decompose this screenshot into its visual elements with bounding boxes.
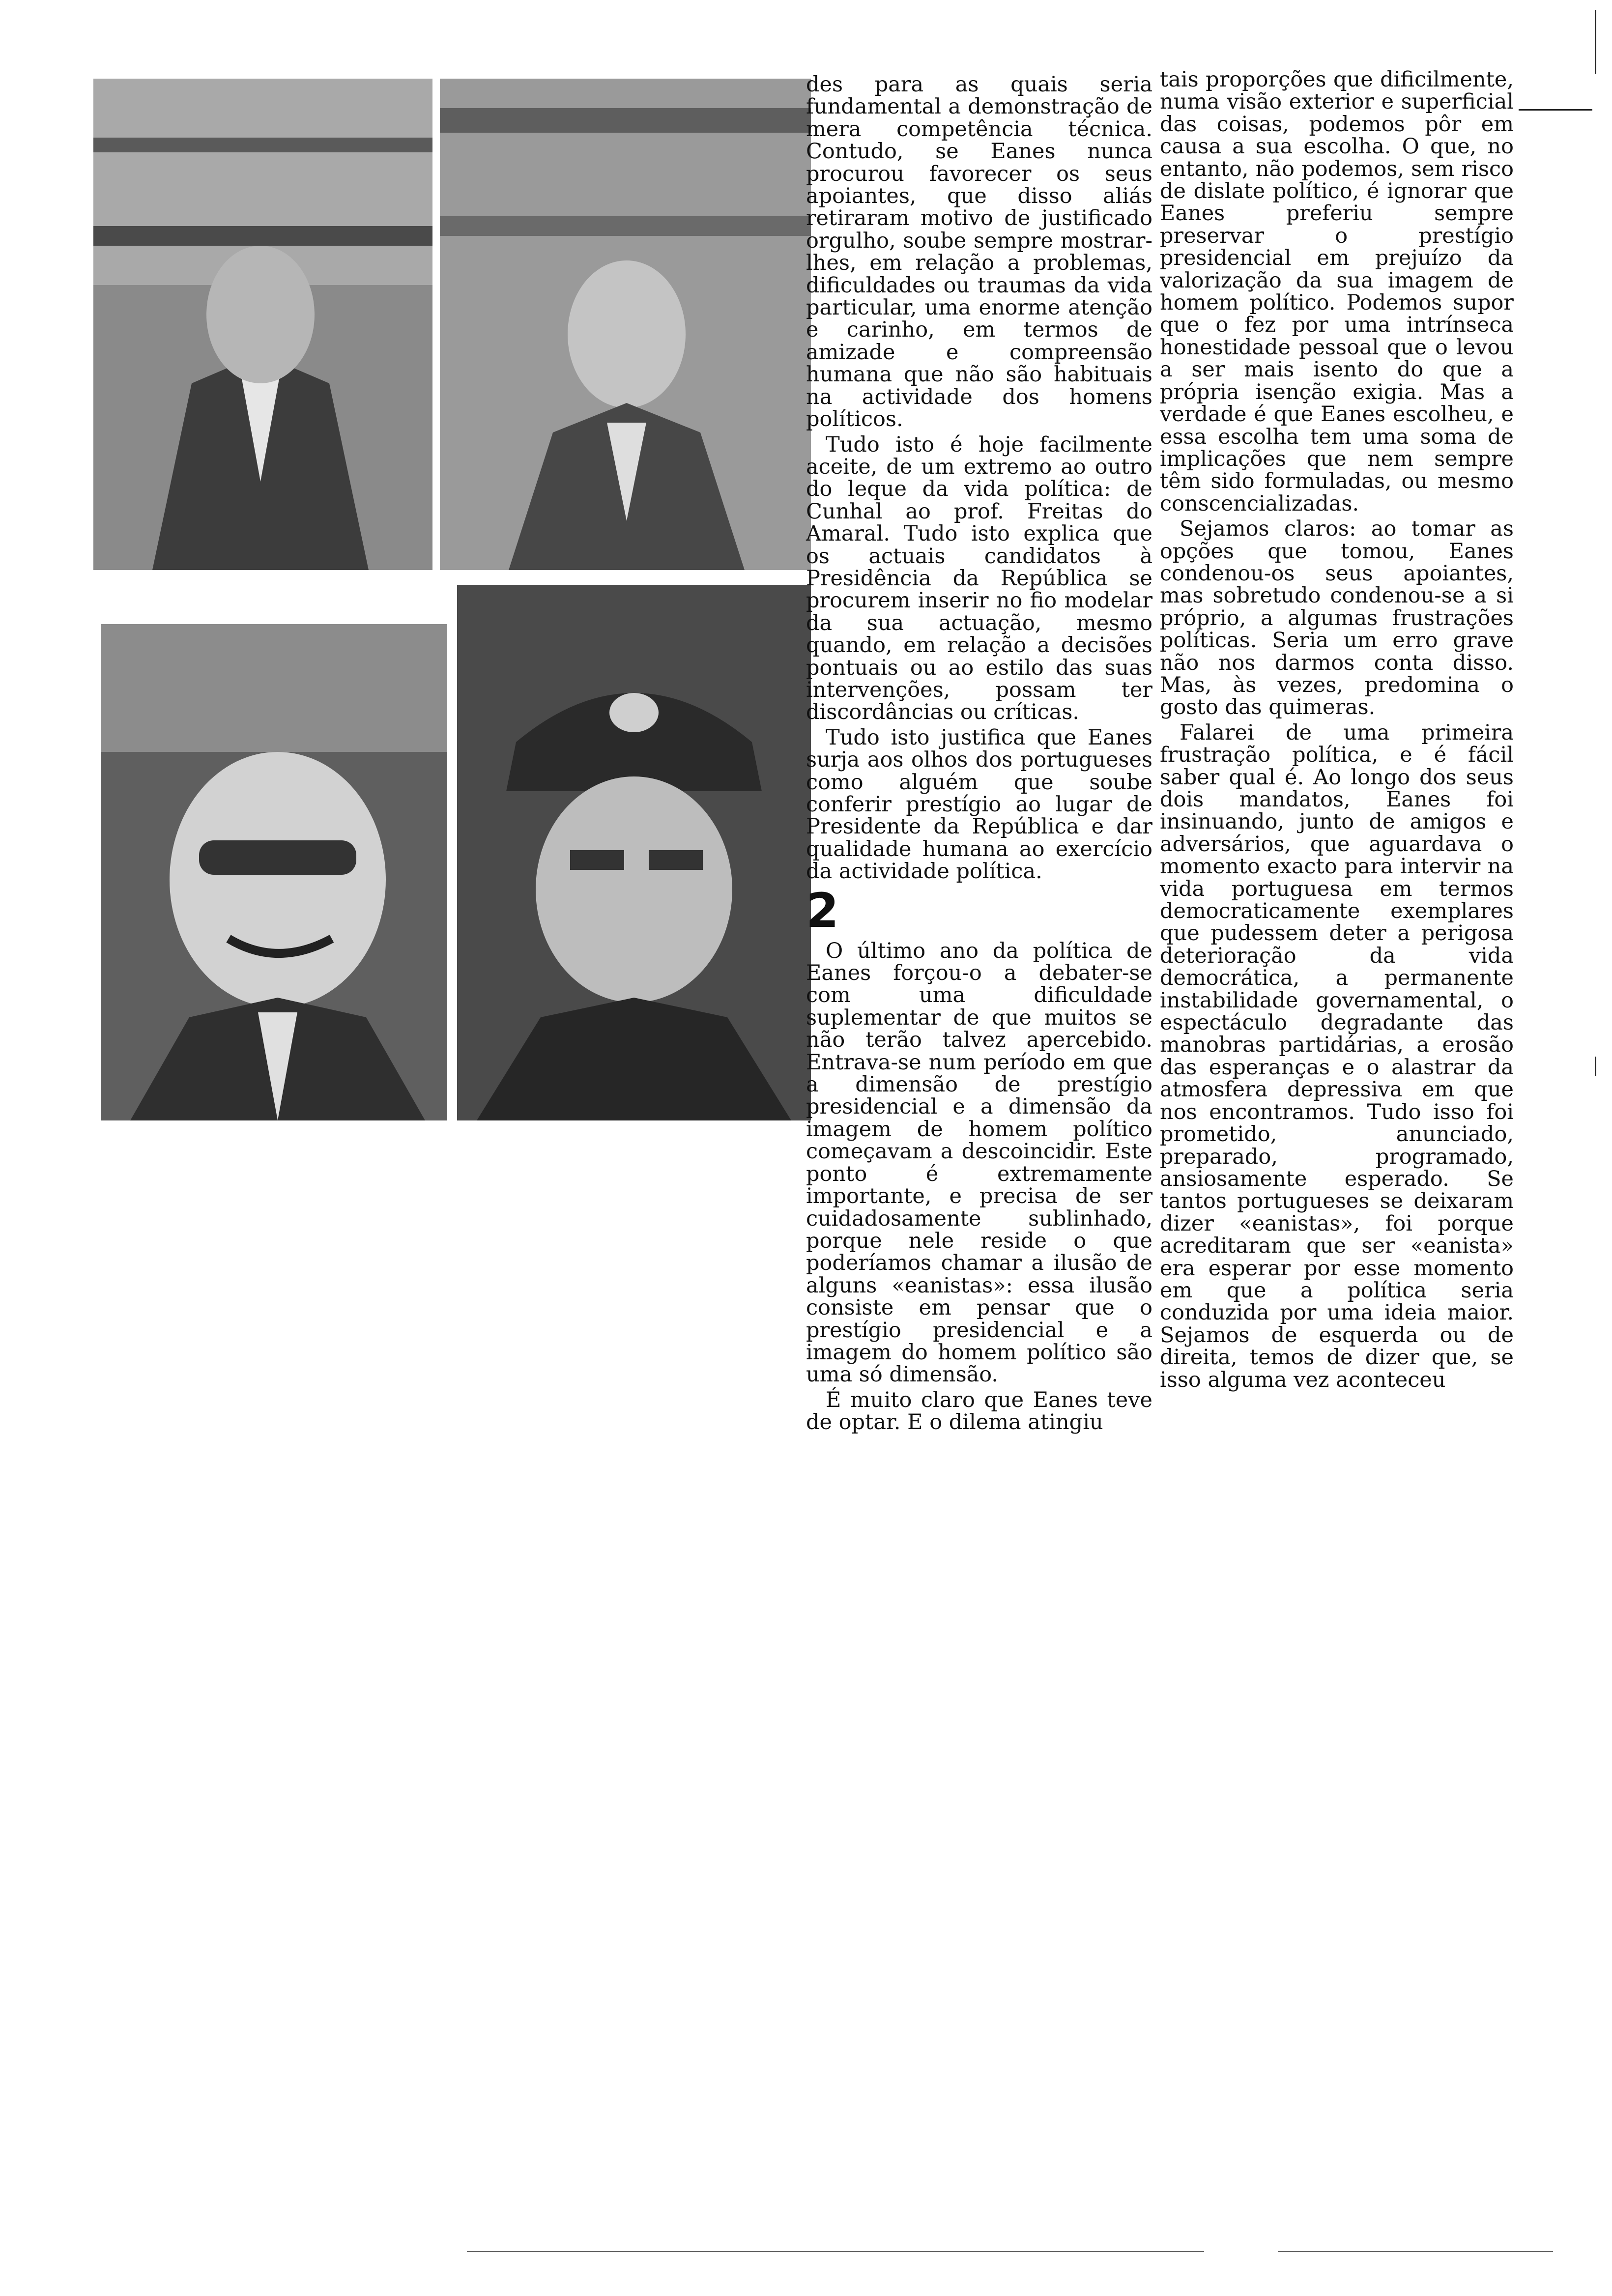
portrait-photo-icon (440, 79, 811, 570)
scan-bottom-artifact (467, 2251, 1204, 2252)
scan-bottom-artifact (1278, 2251, 1553, 2252)
paragraph: O último ano da política de Eanes forçou-o a debater-se com uma dificuldade suplementar de que muitos se não terão talvez apercebido. Entrava-se num período em que a dimensão de prestígio presidencial e a dimensão da imagem de homem político começavam a descoincidir. Este ponto é extremamente importante, e precisa de ser cuidadosamente sublinhado, porque nele reside o que poderíamos chamar a ilusão de alguns «eanistas»: essa ilusão consiste em pensar que o prestígio presidencial e a imagem do homem político são uma só dimensão. (806, 938, 1152, 1387)
photo-grid (93, 79, 811, 1125)
photo-top-right (440, 79, 811, 570)
portrait-photo-icon (93, 79, 432, 570)
paragraph: tais proporções que dificilmente, numa visão exterior e superficial das coisas, podemos pôr em causa a sua escolha. O que, no entanto, não podemos, sem risco de dislate político, é ignorar que Eanes preferiu sempre preservar o prestígio presidencial em prejuízo da valorização da sua imagem de homem político. Podemos supor que o fez por uma intrínseca honestidade pessoal que o levou a ser mais isento do que a própria isenção exigia. Mas a verdade é que Eanes escolheu, e essa escolha tem uma soma de implicações que nem sempre têm sido formuladas, ou mesmo conscencializadas. (1160, 67, 1514, 516)
scan-edge-mark (1595, 10, 1596, 74)
paragraph: Tudo isto justifica que Eanes surja aos olhos dos portugueses como alguém que soube conferir prestígio ao lugar de Presidente da República e dar qualidade humana ao exercício da actividade política. (806, 725, 1152, 884)
article-column-1 (806, 74, 1152, 1437)
photo-bottom-right (457, 585, 811, 1120)
portrait-photo-icon (457, 585, 811, 1120)
paragraph: É muito claro que Eanes teve de optar. E o dilema atingiu (806, 1387, 1152, 1435)
paragraph: des para as quais seria fundamental a demonstração de mera competência técnica. Contudo, se Eanes nunca procurou favorecer os seus apoiantes, que disso aliás retiraram motivo de justificado orgulho, soube sempre mostrar-lhes, em relação a problemas, dificuldades ou traumas da vida particular, uma enorme atenção e carinho, em termos de amizade e compreensão humana que não são habituais na actividade dos homens políticos. (806, 72, 1152, 432)
photo-top-left (93, 79, 432, 570)
paragraph: Tudo isto é hoje facilmente aceite, de um extremo ao outro do leque da vida política: de Cunhal ao prof. Freitas do Amaral. Tudo isto explica que os actuais candidatos à Presidência da República se procurem inserir no fio modelar da sua actuação, mesmo quando, em relação a decisões pontuais ou ao estilo das suas intervenções, possam ter discordâncias ou críticas. (806, 432, 1152, 725)
paragraph: Sejamos claros: ao tomar as opções que tomou, Eanes condenou-os seus apoiantes, mas sobretudo condenou-se a si próprio, a algumas frustrações políticas. Seria um erro grave não nos darmos conta disso. Mas, às vezes, predomina o gosto das quimeras. (1160, 517, 1514, 720)
scan-edge-mark (1595, 1057, 1596, 1076)
paragraph: Falarei de uma primeira frustração política, e é fácil saber qual é. Ao longo dos seus dois mandatos, Eanes foi insinuando, junto de amigos e adversários, que aguardava o momento exacto para intervir na vida portuguesa em termos democraticamente exemplares que pudessem deter a perigosa deterioração da vida democrática, a permanente instabilidade governamental, o espectáculo degradante das manobras partidárias, a erosão das esperanças e o alastrar da atmosfera depressiva em que nos encontramos. Tudo isso foi prometido, anunciado, preparado, programado, ansiosamente esperado. Se tantos portugueses se deixaram dizer «eanistas», foi porque acreditaram que ser «eanista» era esperar por esse momento em que a política seria conduzida por uma ideia maior. Sejamos de esquerda ou de direita, temos de dizer que, se isso alguma vez aconteceu (1160, 720, 1514, 1392)
article-column-2 (1160, 69, 1514, 1394)
portrait-photo-icon (101, 624, 447, 1120)
photo-bottom-left (101, 624, 447, 1120)
scan-edge-mark (1519, 109, 1592, 111)
section-number: 2 (806, 883, 839, 938)
